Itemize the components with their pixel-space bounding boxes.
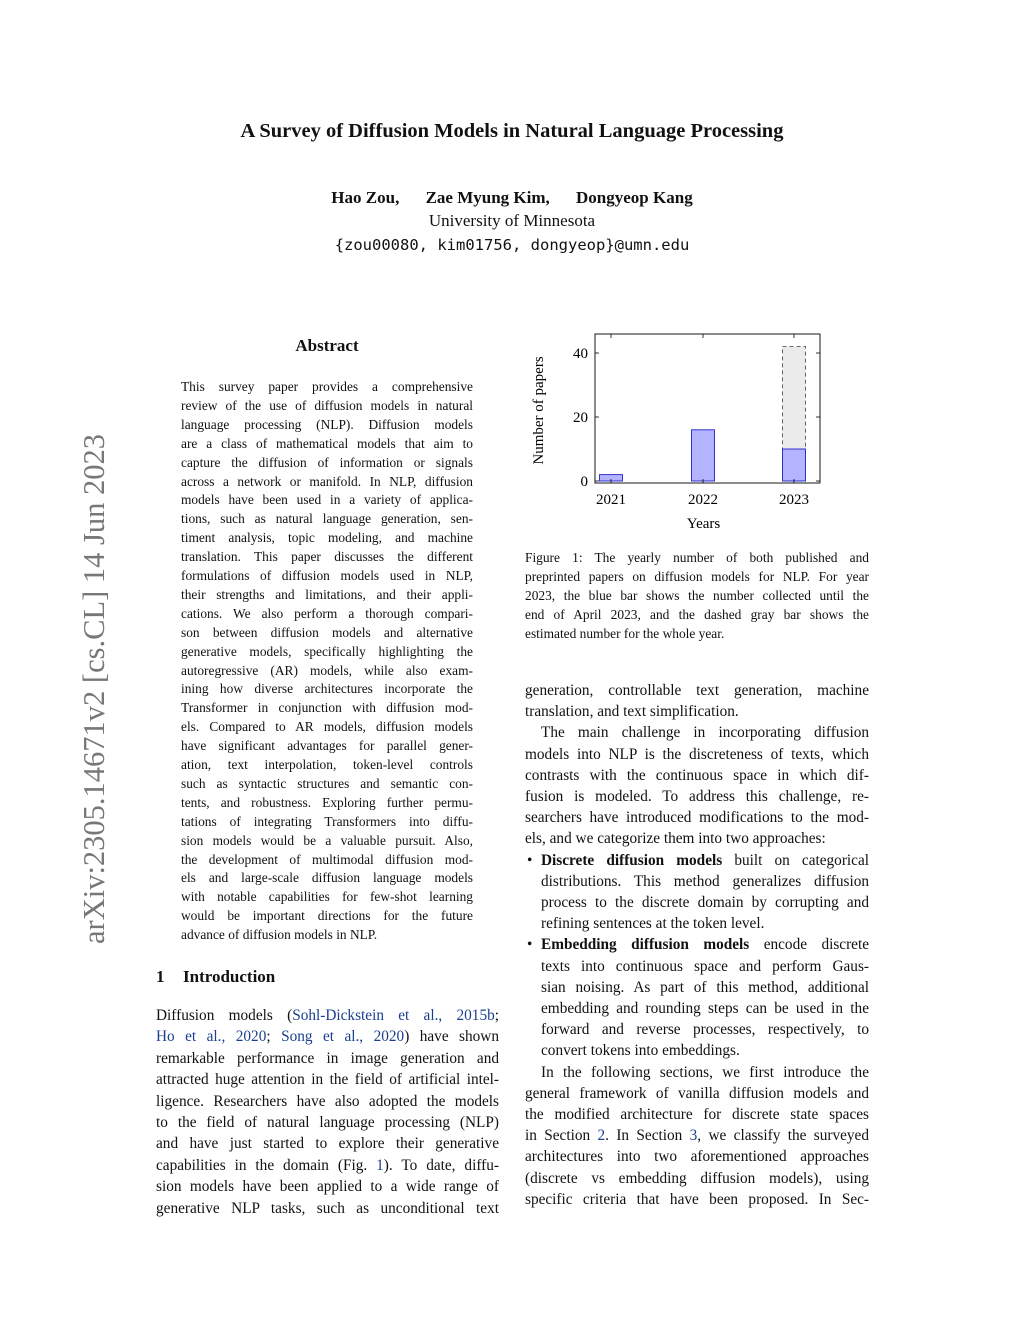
body-line: [541, 1019, 869, 1040]
abstract-line-text: across a network or manifold. In NLP, diffusion: [181, 473, 473, 489]
text-span: models into NLP is the discreteness of texts, which: [525, 745, 869, 763]
body-line: [525, 1189, 869, 1210]
abstract-line-text: This survey paper provides a comprehensive: [181, 379, 473, 394]
text-span: refining sentences at the token level.: [541, 915, 765, 933]
citation-link[interactable]: Sohl-Dickstein et al., 2015b: [292, 1007, 495, 1024]
text-span: built on categorical: [722, 851, 870, 869]
abstract-line: [181, 662, 473, 681]
caption-line: end of April 2023, and the dashed gray bar shows the: [525, 607, 869, 622]
text-span: general framework of vanilla diffusion models and: [525, 1084, 869, 1102]
abstract-line-text: review of the use of diffusion models in natural: [181, 397, 473, 413]
text-span: capabilities in the domain (Fig.: [156, 1156, 377, 1174]
caption-line: 2023, the blue bar shows the number collected until the: [525, 588, 869, 603]
text-span: the modified architecture for discrete state spaces: [525, 1106, 869, 1123]
abstract-line: [181, 737, 473, 756]
body-line: [541, 1062, 869, 1083]
abstract-line-text: language processing (NLP). Diffusion models: [181, 416, 473, 432]
abstract-line: [181, 397, 473, 416]
author-name: Zae Myung Kim,: [425, 188, 550, 207]
abstract-line: [181, 378, 473, 397]
abstract-line: [181, 926, 473, 945]
abstract-line-text: ation, text interpolation, token-level controls: [181, 757, 473, 772]
intro-line: [156, 1133, 499, 1154]
abstract-line-text: els. Compared to AR models, diffusion models: [181, 719, 473, 735]
x-tick-label: 2021: [596, 492, 626, 508]
bar-collected-2022: [692, 430, 715, 481]
body-line: [541, 892, 869, 913]
abstract-line-text: translation. This paper discusses the different: [181, 549, 473, 565]
body-line: [541, 871, 869, 892]
author-emails: {zou00080, kim01756, dongyeop}@umn.edu: [334, 236, 690, 254]
text-span: (discrete vs embedding diffusion models), using: [525, 1169, 869, 1187]
caption-line: Figure 1: The yearly number of both published and: [525, 550, 869, 565]
abstract-line: [181, 699, 473, 718]
body-line: [541, 722, 869, 743]
text-span: process to the discrete domain by corrupting and: [541, 894, 869, 911]
paper-title: A Survey of Diffusion Models in Natural Language Processing: [240, 120, 784, 142]
intro-line: [156, 1155, 499, 1176]
arxiv-stamp: arXiv:2305.14671v2 [cs.CL] 14 Jun 2023: [77, 434, 111, 944]
x-tick-label: 2022: [688, 492, 718, 508]
text-span: distributions. This method generalizes diffusion: [541, 872, 869, 890]
body-line: [525, 1146, 869, 1167]
abstract-line-text: models have been used in a variety of applica-: [181, 492, 473, 508]
body-line: [525, 701, 869, 722]
text-span: The main challenge in incorporating diffusion: [541, 724, 869, 742]
text-span: generative NLP tasks, such as unconditional text: [156, 1199, 499, 1217]
abstract-line: [181, 643, 473, 662]
abstract-line: [181, 851, 473, 870]
x-tick-label: 2023: [779, 492, 809, 508]
text-span: , we classify the surveyed: [697, 1127, 869, 1145]
body-line: [525, 807, 869, 828]
text-span: convert tokens into embeddings.: [541, 1042, 740, 1060]
body-line: [541, 977, 869, 998]
body-line: [525, 1125, 869, 1146]
citation-link[interactable]: 1: [376, 1156, 384, 1174]
abstract-line: [181, 756, 473, 775]
abstract-line-text: have significant advantages for parallel gener-: [181, 738, 473, 754]
y-tick-label: 40: [573, 346, 588, 362]
text-span: ) have shown: [404, 1028, 499, 1046]
text-span: ). To date, diffu-: [383, 1156, 499, 1174]
section-title: Introduction: [183, 967, 276, 986]
abstract-line-text: ining how diverse architectures incorporate the: [181, 681, 473, 697]
author-name: Dongyeop Kang: [576, 188, 693, 207]
abstract-line: [181, 680, 473, 699]
abstract-line-text: capture the diffusion of information or signals: [181, 454, 473, 470]
body-line: [525, 1104, 869, 1125]
citation-link[interactable]: 3: [689, 1127, 698, 1145]
body-line: [541, 956, 869, 977]
abstract-line: [181, 832, 473, 851]
abstract-line-text: els and large-scale diffusion language models: [181, 870, 473, 886]
caption-line: estimated number for the whole year.: [525, 626, 725, 641]
body-line: [541, 913, 869, 934]
text-span: fusion is modeled. To address this challenge, re-: [525, 788, 869, 805]
intro-line: [156, 1198, 499, 1219]
body-line: [541, 998, 869, 1019]
abstract-line: [181, 586, 473, 605]
abstract-line: [181, 454, 473, 473]
text-span: generation, controllable text generation, machine: [525, 682, 869, 699]
text-span: In the following sections, we first introduce the: [541, 1063, 869, 1081]
abstract-line-text: Transformer in conjunction with diffusion mod-: [181, 700, 473, 716]
abstract-line-text: cations. We also perform a thorough compari-: [181, 605, 473, 621]
intro-line: [156, 1112, 499, 1133]
text-span: specific criteria that have been proposed. In Sec-: [525, 1190, 869, 1208]
abstract-line-text: with notable capabilities for few-shot learning: [181, 889, 473, 905]
y-tick-label: 20: [573, 410, 588, 426]
text-span: remarkable performance in image generation and: [156, 1049, 499, 1067]
abstract-line: [181, 435, 473, 454]
intro-line: [156, 1005, 499, 1026]
section-heading-introduction: [156, 967, 275, 987]
abstract-line-text: would be important directions for the future: [181, 908, 473, 924]
abstract-line-text: autoregressive (AR) models, while also exam-: [181, 662, 473, 678]
abstract-line-text: timent analysis, topic modeling, and machine: [181, 530, 473, 546]
abstract-line: [181, 473, 473, 492]
abstract-line-text: advance of diffusion models in NLP.: [181, 927, 378, 943]
abstract-line: [181, 718, 473, 737]
y-axis-label: Number of papers: [531, 356, 547, 465]
affiliation: University of Minnesota: [428, 211, 596, 230]
text-span: forward and reverse processes, respectively, to: [541, 1021, 869, 1039]
author-list: [0, 188, 1024, 208]
bullet-marker: •: [527, 851, 533, 869]
citation-link[interactable]: Ho et al., 2020: [156, 1028, 267, 1046]
text-span: ;: [494, 1007, 499, 1024]
citation-link[interactable]: Song et al., 2020: [281, 1028, 405, 1046]
abstract-line: [181, 907, 473, 926]
body-line: [525, 765, 869, 786]
body-line: [525, 786, 869, 807]
abstract-line: [181, 605, 473, 624]
intro-line: [156, 1048, 499, 1069]
abstract-line-text: such as syntactic structures and semantic con-: [181, 775, 473, 791]
figure-1-bar-chart: [520, 330, 880, 536]
body-line: [527, 850, 870, 871]
abstract-line-text: tions, such as natural language generation, sen-: [181, 511, 473, 527]
body-line: [541, 1040, 869, 1061]
abstract-line-text: formulations of diffusion models used in NLP,: [181, 568, 473, 583]
abstract-line-text: their strengths and limitations, and their appli-: [181, 586, 473, 602]
text-span: to the field of natural language processing (NLP): [156, 1114, 499, 1131]
caption-line: preprinted papers on diffusion models for NLP. For year: [525, 569, 869, 584]
citation-link[interactable]: 2: [597, 1127, 606, 1145]
intro-line: [156, 1069, 499, 1090]
intro-line: [156, 1176, 499, 1197]
bold-term: Discrete diffusion models: [541, 851, 723, 869]
y-tick-label: 0: [580, 474, 588, 490]
abstract-line: [181, 775, 473, 794]
text-span: embedding and rounding steps can be used in the: [541, 1000, 869, 1017]
text-span: texts into continuous space and perform Gaus-: [541, 957, 869, 975]
bold-term: Embedding diffusion models: [541, 936, 750, 954]
body-line: [525, 828, 869, 849]
body-line: [527, 934, 870, 955]
abstract-line: [181, 416, 473, 435]
text-span: in Section: [525, 1127, 598, 1145]
text-span: encode discrete: [749, 936, 870, 954]
bar-collected-2023: [783, 449, 806, 481]
abstract-line: [181, 624, 473, 643]
text-span: searchers have introduced modifications to the mod-: [525, 809, 869, 827]
intro-line: [156, 1026, 499, 1047]
text-span: contrasts with the continuous space in which dif-: [525, 766, 869, 784]
body-line: [525, 680, 869, 701]
abstract-line: [181, 567, 473, 586]
abstract-line-text: the development of multimodal diffusion mod-: [181, 851, 473, 867]
abstract-line: [181, 869, 473, 888]
text-span: and have just started to explore their generative: [156, 1135, 499, 1153]
abstract-line-text: tations of integrating Transformers into diffu-: [181, 813, 473, 829]
text-span: sion models have been applied to a wide range of: [156, 1178, 499, 1196]
text-span: translation, and text simplification.: [525, 703, 739, 721]
abstract-line: [181, 888, 473, 907]
author-name: Hao Zou,: [331, 188, 400, 207]
abstract-line-text: tents, and robustness. Exploring further permu-: [181, 794, 473, 810]
text-span: els, and we categorize them into two approaches:: [525, 830, 826, 848]
text-span: ligence. Researchers have also adopted the models: [156, 1092, 499, 1110]
abstract-line-text: sion models would be a valuable pursuit. Also,: [181, 832, 473, 848]
abstract-line: [181, 548, 473, 567]
text-span: Diffusion models (: [156, 1007, 293, 1024]
text-span: ;: [266, 1028, 282, 1046]
abstract-line: [181, 529, 473, 548]
abstract-line-text: son between diffusion models and alternative: [181, 624, 473, 640]
text-span: architectures into two aforementioned approaches: [525, 1148, 869, 1166]
body-line: [525, 744, 869, 765]
text-span: . In Section: [605, 1127, 690, 1145]
abstract-line: [181, 491, 473, 510]
intro-line: [156, 1091, 499, 1112]
abstract-line-text: generative models, specifically highlighting the: [181, 643, 473, 659]
bullet-marker: •: [527, 936, 533, 954]
abstract-line: [181, 510, 473, 529]
abstract-heading: Abstract: [295, 336, 359, 355]
text-span: sian noising. As part of this method, additional: [541, 978, 869, 996]
abstract-line-text: are a class of mathematical models that aim to: [181, 435, 473, 451]
section-number: 1: [156, 967, 165, 986]
abstract-line: [181, 794, 473, 813]
body-line: [525, 1168, 869, 1189]
text-span: attracted huge attention in the field of artificial intel-: [156, 1071, 499, 1089]
abstract-line: [181, 813, 473, 832]
x-axis-label: Years: [686, 516, 721, 532]
body-line: [525, 1083, 869, 1104]
